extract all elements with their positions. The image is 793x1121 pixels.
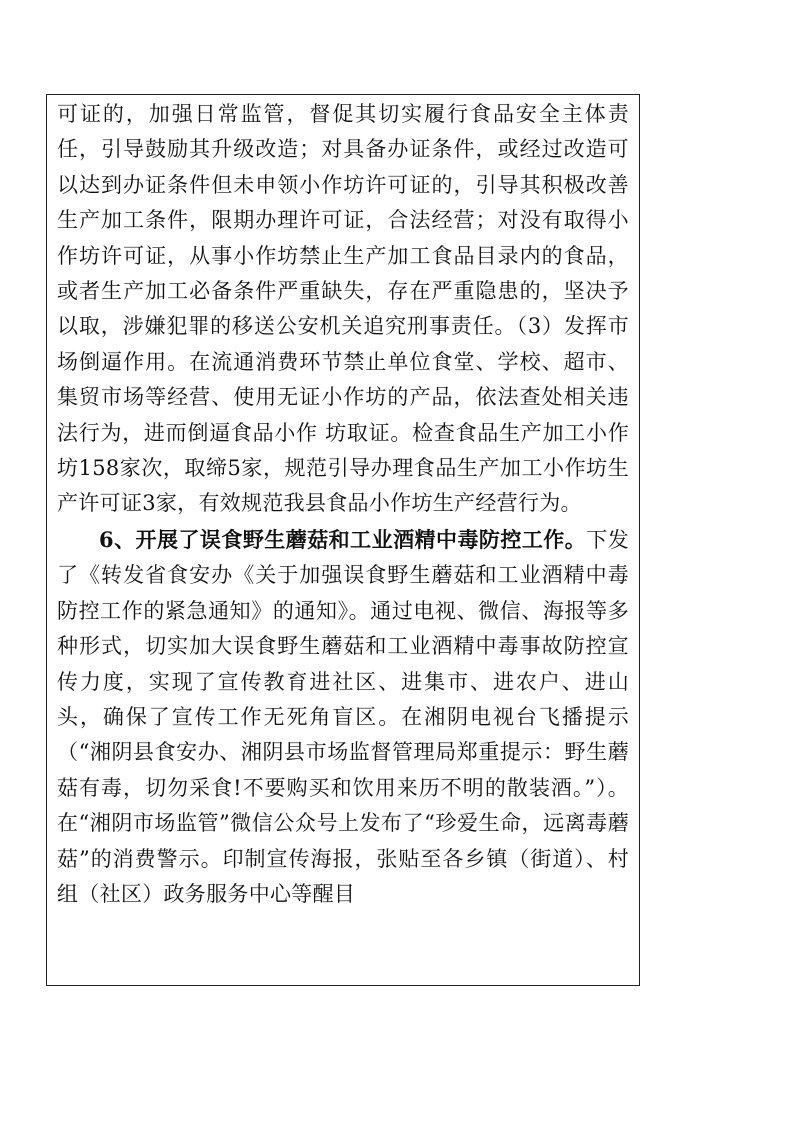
section-6-body: 下发了《转发省食安办《关于加强误食野生蘑菇和工业酒精中毒防控工作的紧急通知》的通知》。通过电视、微信、海报等多种形式，切实加大误食野生蘑菇和工业酒精中毒事故防控宣传力度，实现了宣传教育进社区、进集市、进农户、进山头，确保了宣传工作无死角盲区。在湘阴电视台飞播提示（“湘阴县食安办、湘阴县市场监督管理局郑重提示：野生蘑菇有毒，切勿采食!不要购买和饮用来历不明的散装酒。”）。在“湘阴市场监管”微信公众号上发布了“珍爱生命，远离毒蘑菇”的消费警示。印制宣传海报，张贴至各乡镇（街道）、村组（社区）政务服务中心等醒目: [57, 527, 629, 906]
paragraph-section-6: [57, 522, 629, 912]
paragraph-continuation: 可证的，加强日常监管，督促其切实履行食品安全主体责任，引导鼓励其升级改造；对具备办证条件，或经过改造可以达到办证条件但未申领小作坊许可证的，引导其积极改善生产加工条件，限期办理许可证，合法经营；对没有取得小作坊许可证，从事小作坊禁止生产加工食品目录内的食品，或者生产加工必备条件严重缺失，存在严重隐患的，坚决予以取，涉嫌犯罪的移送公安机关追究刑事责任。（3）发挥市场倒逼作用。在流通消费环节禁止单位食堂、学校、超市、集贸市场等经营、使用无证小作坊的产品，依法查处相关违法行为，进而倒逼食品小作 坊取证。检查食品生产加工小作坊158家次，取缔5家，规范引导办理食品生产加工小作坊生产许可证3家，有效规范我县食品小作坊生产经营行为。: [57, 102, 629, 516]
document-body: [57, 97, 629, 912]
section-6-heading: 6、开展了误食野生蘑菇和工业酒精中毒防控工作。: [99, 526, 587, 552]
document-frame: [46, 94, 640, 986]
